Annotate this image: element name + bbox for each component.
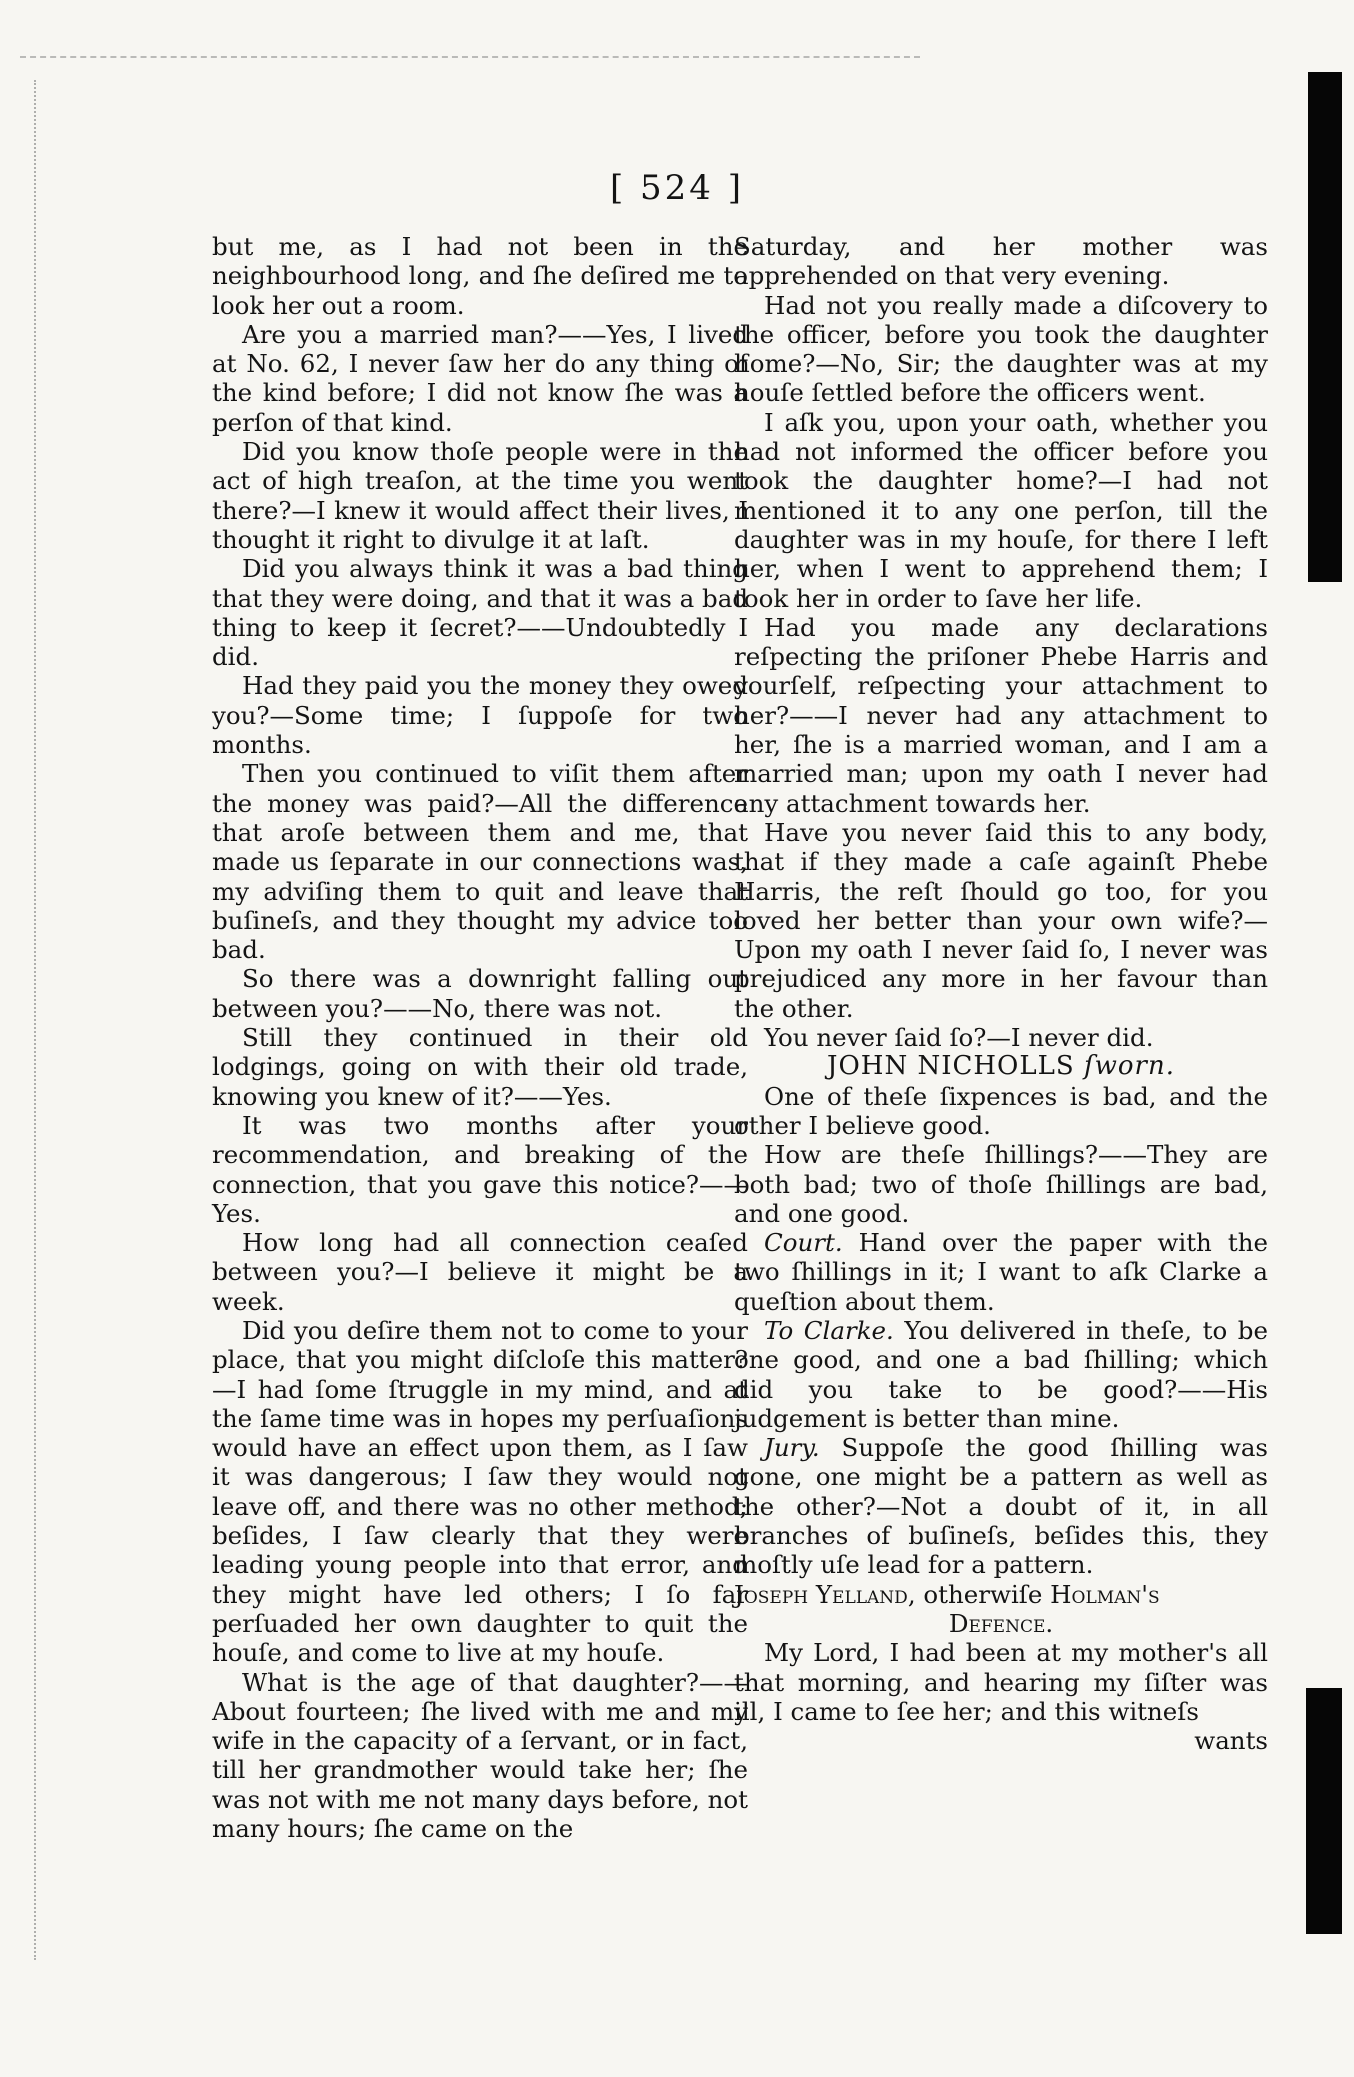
catchword: wants [1194, 1726, 1268, 1756]
defendant-name: Joseph Yelland [734, 1579, 908, 1609]
speaker-label: To Clarke. [764, 1315, 894, 1345]
paragraph [734, 1433, 1268, 1579]
paragraph: Had you made any declarations reſpecting the priſoner Phebe Harris and yourſelf, reſpecting your attachment to her?——I never had any attachment to her, ſhe is a married woman, and I am a married man; upon my oath I never had any attachment towards her. [734, 612, 1268, 818]
paragraph: My Lord, I had been at my mother's all that morning, and hearing my ſiſter was ill, I came to ſee her; and this witneſs [734, 1638, 1268, 1726]
paragraph: Have you never ſaid this to any body, that if they made a caſe againſt Phebe Harris, the reſt ſhould go too, for you loved her better than your own wife?—Upon my oath I never ſaid ſo, I never was prejudiced any more in her favour than the other. [734, 817, 1268, 1023]
scan-margin-bar-bottom [1306, 1688, 1342, 1934]
defendant-alias: Holman's [1050, 1579, 1160, 1609]
scan-edge-top [20, 56, 920, 58]
speaker-label: Jury. [764, 1433, 820, 1463]
paragraph: I aſk you, upon your oath, whether you had not informed the officer before you took the daughter home?—I had not mentioned it to any one perſon, till the daughter was in my houſe, for there I left her, when I went to apprehend them; I took her in order to ſave her life. [734, 407, 1268, 613]
paragraph: How are theſe ſhillings?——They are both bad; two of thoſe ſhillings are bad, and one good. [734, 1140, 1268, 1228]
witness-name: JOHN NICHOLLS [827, 1051, 1075, 1082]
paragraph-text: Hand over the paper with the two ſhillings in it; I want to aſk Clarke a queſtion about them. [734, 1228, 1268, 1316]
page-number: [ 524 ] [609, 168, 745, 208]
paragraph: but me, as I had not been in the neighbourhood long, and ſhe deſired me to look her out a room. [212, 232, 748, 320]
witness-sworn: ſworn. [1083, 1051, 1175, 1082]
scan-edge-left [34, 80, 36, 1960]
right-column [734, 232, 1268, 1755]
paragraph: So there was a downright falling out between you?——No, there was not. [212, 964, 748, 1023]
paragraph: You never ſaid ſo?—I never did. [764, 1023, 1154, 1053]
paragraph: Saturday, and her mother was apprehended on that very evening. [734, 232, 1268, 291]
paragraph [734, 1316, 1268, 1433]
paragraph-text: Suppoſe the good ſhilling was gone, one might be a pattern as well as the other?—Not a doubt of it, in all branches of buſineſs, beſides this, they moſtly uſe lead for a pattern. [734, 1433, 1268, 1580]
paragraph [734, 1228, 1268, 1316]
paragraph: How long had all connection ceaſed between you?—I believe it might be a week. [212, 1228, 748, 1316]
speaker-label: Court. [764, 1228, 843, 1258]
paragraph: Had they paid you the money they owed you?—Some time; I ſuppoſe for two months. [212, 671, 748, 760]
paragraph: Then you continued to viſit them after the money was paid?—All the difference that aroſe between them and me, that made us ſeparate in our connections was, my adviſing them to quit and leave that buſineſs, and they thought my advice too bad. [212, 759, 748, 965]
scan-margin-bar-top [1308, 72, 1342, 582]
defence-heading [734, 1580, 1268, 1609]
paragraph: Did you deſire them not to come to your place, that you might diſcloſe this matter?—I had ſome ſtruggle in my mind, and at the ſame time was in hopes my perſuaſions would have an effect upon them, as I ſaw it was dangerous; I ſaw they would not leave off, and there was no other method; beſides, I ſaw clearly that they were leading young people into that error, and they might have led others; I ſo far perſuaded her own daughter to quit the houſe, and come to live at my houſe. [212, 1315, 748, 1668]
paragraph: One of theſe ſixpences is bad, and the other I believe good. [734, 1081, 1268, 1140]
defence-mid: , otherwiſe [907, 1579, 1051, 1609]
paragraph: Still they continued in their old lodgings, going on with their old trade, knowing you knew of it?——Yes. [212, 1023, 748, 1111]
paragraph: Did you always think it was a bad thing that they were doing, and that it was a bad thing to keep it ſecret?——Undoubtedly I did. [212, 554, 748, 672]
left-column [212, 232, 748, 1843]
defence-word: Defence. [948, 1608, 1054, 1638]
paragraph: What is the age of that daughter?——About fourteen; ſhe lived with me and my wife in the capacity of a ſervant, or in fact, till her grandmother would take her; ſhe was not with me not many days before, not many hours; ſhe came on the [212, 1667, 748, 1844]
paragraph: Had not you really made a diſcovery to the officer, before you took the daughter home?—No, Sir; the daughter was at my houſe ſettled before the officers went. [734, 290, 1268, 408]
paragraph: It was two months after your recommendation, and breaking of the connection, that you gave this notice?——Yes. [212, 1110, 748, 1228]
witness-heading [734, 1052, 1268, 1081]
paragraph: Are you a married man?——Yes, I lived at No. 62, I never ſaw her do any thing of the kind before; I did not know ſhe was a perſon of that kind. [212, 319, 748, 437]
paragraph-text: You delivered in theſe, to be one good, and one a bad ſhilling; which did you take to be good?——His judgement is better than mine. [734, 1315, 1268, 1433]
paragraph: Did you know thoſe people were in the act of high treaſon, at the time you went there?—I knew it would affect their lives, I thought it right to divulge it at laſt. [212, 437, 748, 554]
